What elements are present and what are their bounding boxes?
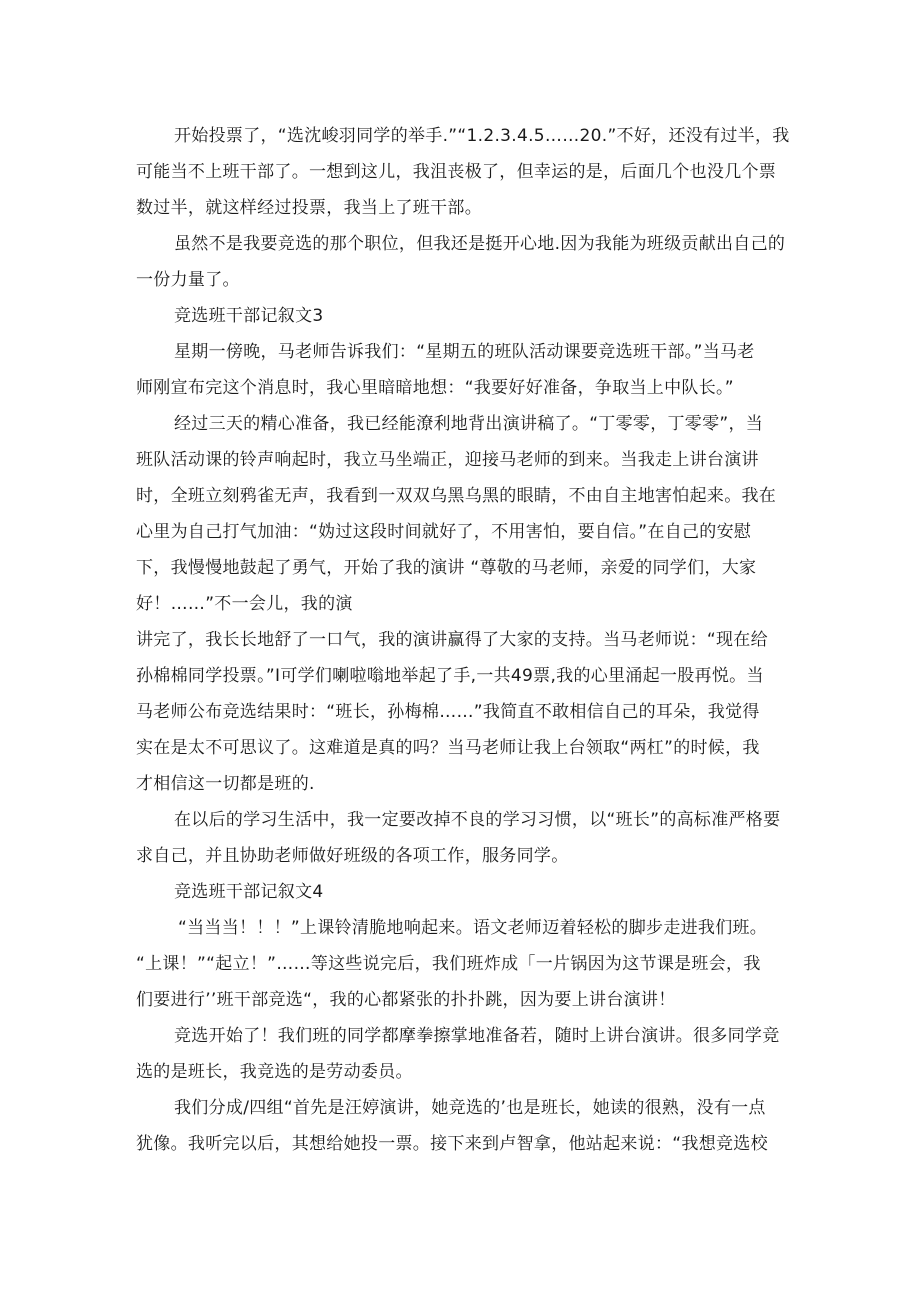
paragraph-line: 才相信这一切都是班的. <box>136 774 315 794</box>
paragraph-line: 时，全班立刻鸦雀无声，我看到一双双乌黑乌黑的眼睛，不由自主地害怕起来。我在 <box>136 486 777 506</box>
paragraph-line: 选的是班长，我竞选的是劳动委员。 <box>136 1062 413 1082</box>
paragraph-line: 实在是太不可思议了。这难道是真的吗？当马老师让我上台领取“两杠”的时候，我 <box>136 738 760 758</box>
paragraph-line: 数过半，就这样经过投票，我当上了班干部。 <box>136 198 482 218</box>
paragraph-line: 开始投票了，“选沈峻羽同学的举手.”“1.2.3.4.5……20.”不好，还没有过半，我 <box>174 126 790 146</box>
paragraph-line: 我们分成/四组“首先是汪婷演讲，她竞选的’也是班长，她读的很熟，没有一点 <box>174 1098 766 1118</box>
paragraph-line: 犹像。我听完以后，其想给她投一票。接下来到卢智拿，他站起来说：“我想竞选校 <box>136 1134 768 1154</box>
paragraph-line: 一份力量了。 <box>136 270 240 290</box>
paragraph-line: 在以后的学习生活中，我一定要改掉不良的学习习惯，以“班长”的高标准严格要 <box>174 810 781 830</box>
paragraph-line: 讲完了，我长长地舒了一口气，我的演讲赢得了大家的支持。当马老师说：“现在给 <box>136 630 768 650</box>
paragraph-line: 可能当不上班干部了。一想到这儿，我沮丧极了，但幸运的是，后面几个也没几个票 <box>136 162 777 182</box>
paragraph-line: 星期一傍晚，马老师告诉我们：“星期五的班队活动课要竞选班干部。”当马老 <box>174 342 755 362</box>
paragraph-line: “上课！”“起立！”……等这些说完后，我们班炸成「一片锅因为这节课是班会，我 <box>136 954 761 974</box>
paragraph-line: 师刚宣布完这个消息时，我心里暗暗地想：“我要好好准备，争取当上中队长。” <box>136 378 734 398</box>
paragraph-line: “当当当！！！”上课铃清脆地响起来。语文老师迈着轻松的脚步走进我们班。 <box>178 918 768 938</box>
paragraph-line: 马老师公布竞选结果时：“班长，孙梅棉……”我简直不敢相信自己的耳朵，我觉得 <box>136 702 760 722</box>
paragraph-line: 好！……”不一会儿，我的演 <box>136 594 353 614</box>
paragraph-line: 求自己，并且协助老师做好班级的各项工作，服务同学。 <box>136 846 569 866</box>
paragraph-line: 下，我慢慢地鼓起了勇气，开始了我的演讲 “尊敬的马老师，亲爱的同学们，大家 <box>136 558 757 578</box>
paragraph-line: 们要进行’’班干部竞选“，我的心都紧张的扑扑跳，因为要上讲台演讲！ <box>136 990 676 1010</box>
paragraph-line: 虽然不是我要竞选的那个职位，但我还是挺开心地.因为我能为班级贡献出自己的 <box>174 234 786 254</box>
paragraph-line: 孙棉棉同学投票。”I可学们喇啦嗡地举起了手,一共49票,我的心里涌起一股再悦。当 <box>136 666 764 686</box>
paragraph-line: 心里为自己打气加油：“妫过这段时间就好了，不用害怕，要自信。”在自己的安慰 <box>136 522 752 542</box>
paragraph-line: 班队活动课的铃声响起时，我立马坐端正，迎接马老师的到来。当我走上讲台演讲 <box>136 450 759 470</box>
section-heading: 竞选班干部记叙文4 <box>174 882 324 902</box>
paragraph-line: 竞选开始了！我们班的同学都摩拳擦掌地准备若，随时上讲台演讲。很多同学竞 <box>174 1026 780 1046</box>
section-heading: 竞选班干部记叙文3 <box>174 306 324 326</box>
paragraph-line: 经过三天的精心准备，我已经能潦利地背出演讲稿了。“丁零零，丁零零”，当 <box>174 414 764 434</box>
